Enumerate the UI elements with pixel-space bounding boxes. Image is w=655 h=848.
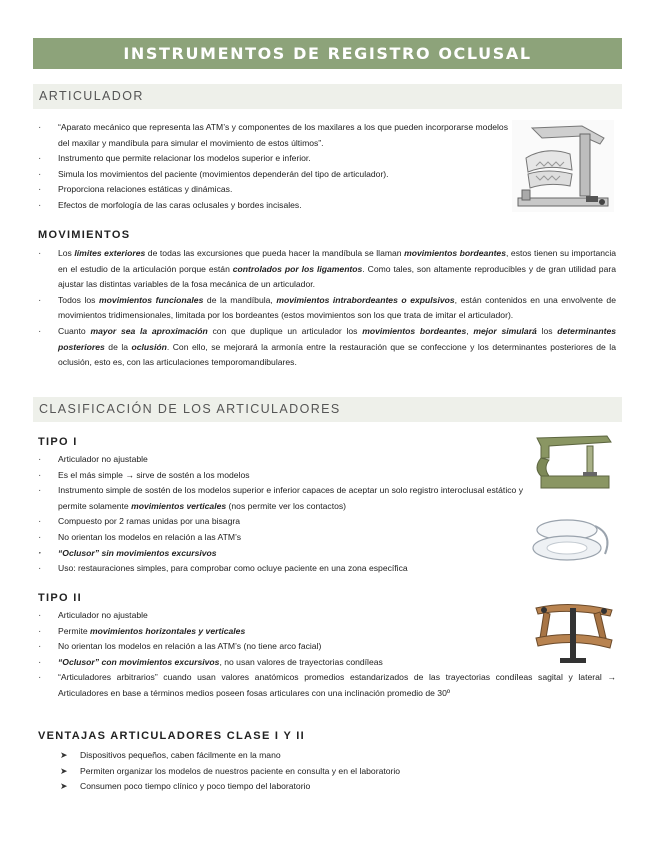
articulator-type1-green-photo	[527, 428, 619, 500]
tipo1-item: · “Oclusor” sin movimientos excursivos	[38, 546, 523, 562]
tipo1-item: · Articulador no ajustable	[38, 452, 523, 468]
articulator-type1-white-photo	[527, 508, 619, 572]
tipo2-item: · “Articuladores arbitrarios” cuando usan valores anatómicos promedios estandarizados de las trayectorias condíleas sagital y lateral → Articuladores en base a términos medios poseen fosas articulares con una inclinación promedio de 30º	[38, 670, 616, 701]
tipo2-heading: TIPO II	[38, 592, 82, 604]
tipo1-item: · Compuesto por 2 ramas unidas por una bisagra	[38, 514, 523, 530]
list-item: · Simula los movimientos del paciente (movimientos dependerán del tipo de articulador).	[38, 167, 508, 183]
page-title: INSTRUMENTOS DE REGISTRO OCLUSAL	[33, 38, 622, 69]
ventajas-heading: VENTAJAS ARTICULADORES CLASE I Y II	[38, 730, 305, 742]
ventajas-list	[60, 748, 600, 795]
articulator-type2-photo	[530, 598, 618, 668]
movimientos-heading: MOVIMIENTOS	[38, 229, 131, 241]
list-item: ➤ Consumen poco tiempo clínico y poco tiempo del laboratorio	[60, 779, 600, 795]
tipo1-list	[38, 452, 523, 577]
tipo2-item: · “Oclusor” con movimientos excursivos, no usan valores de trayectorias condíleas	[38, 655, 508, 671]
list-item: · Instrumento que permite relacionar los modelos superior e inferior.	[38, 151, 508, 167]
list-item: · Proporciona relaciones estáticas y dinámicas.	[38, 182, 508, 198]
tipo1-item: · Instrumento simple de sostén de los modelos superior e inferior capaces de aceptar un solo registro interoclusal estático y permite solamente movimientos verticales (nos permite ver los contactos)	[38, 483, 523, 514]
tipo2-item: · Permite movimientos horizontales y verticales	[38, 624, 508, 640]
list-item: · Efectos de morfología de las caras oclusales y bordes incisales.	[38, 198, 508, 214]
movimientos-item-3: · Cuanto mayor sea la aproximación con que duplique un articulador los movimientos bordeantes, mejor simulará los determinantes posteriores de la oclusión. Con ello, se mejorará la armonía entre la restauración que se confeccione y los determinantes posteriores de la oclusión, esto es, con las articulaciones temporomandibulares.	[38, 324, 616, 371]
tipo2-item: · Articulador no ajustable	[38, 608, 508, 624]
list-item: ➤ Dispositivos pequeños, caben fácilmente en la mano	[60, 748, 600, 764]
tipo1-item: · No orientan los modelos en relación a las ATM’s	[38, 530, 523, 546]
tipo1-item: · Uso: restauraciones simples, para comprobar como ocluye paciente en una zona específica	[38, 561, 523, 577]
tipo2-item: · No orientan los modelos en relación a las ATM’s (no tiene arco facial)	[38, 639, 508, 655]
list-item: · “Aparato mecánico que representa las ATM’s y componentes de los maxilares a los que pueden incorporarse modelos del maxilar y mandíbula para simular el movimiento de estos últimos”.	[38, 120, 508, 151]
list-item: ➤ Permiten organizar los modelos de nuestros paciente en consulta y en el laboratorio	[60, 764, 600, 780]
articulator-photo	[512, 120, 614, 212]
movimientos-list	[38, 246, 616, 371]
section-clasificacion: CLASIFICACIÓN DE LOS ARTICULADORES	[33, 397, 622, 422]
tipo1-item: · Es el más simple → sirve de sostén a los modelos	[38, 468, 523, 484]
movimientos-item-1: · Los límites exteriores de todas las excursiones que pueda hacer la mandíbula se llaman movimientos bordeantes, estos tienen su importancia en el estudio de la articulación porque están controlados por los ligamentos. Como tales, son altamente reproducibles y de gran utilidad para ajustar las distintas variables de la fosa mecánica de un articulador.	[38, 246, 616, 293]
articulador-list	[38, 120, 508, 214]
movimientos-item-2: · Todos los movimientos funcionales de la mandíbula, movimientos intrabordeantes o expulsivos, están contenidos en una envolvente de movimientos tridimensionales, limitada por los bordeantes (estos movimientos son los que trata de imitar el articulador).	[38, 293, 616, 324]
section-articulador: ARTICULADOR	[33, 84, 622, 109]
tipo1-heading: TIPO I	[38, 436, 78, 448]
